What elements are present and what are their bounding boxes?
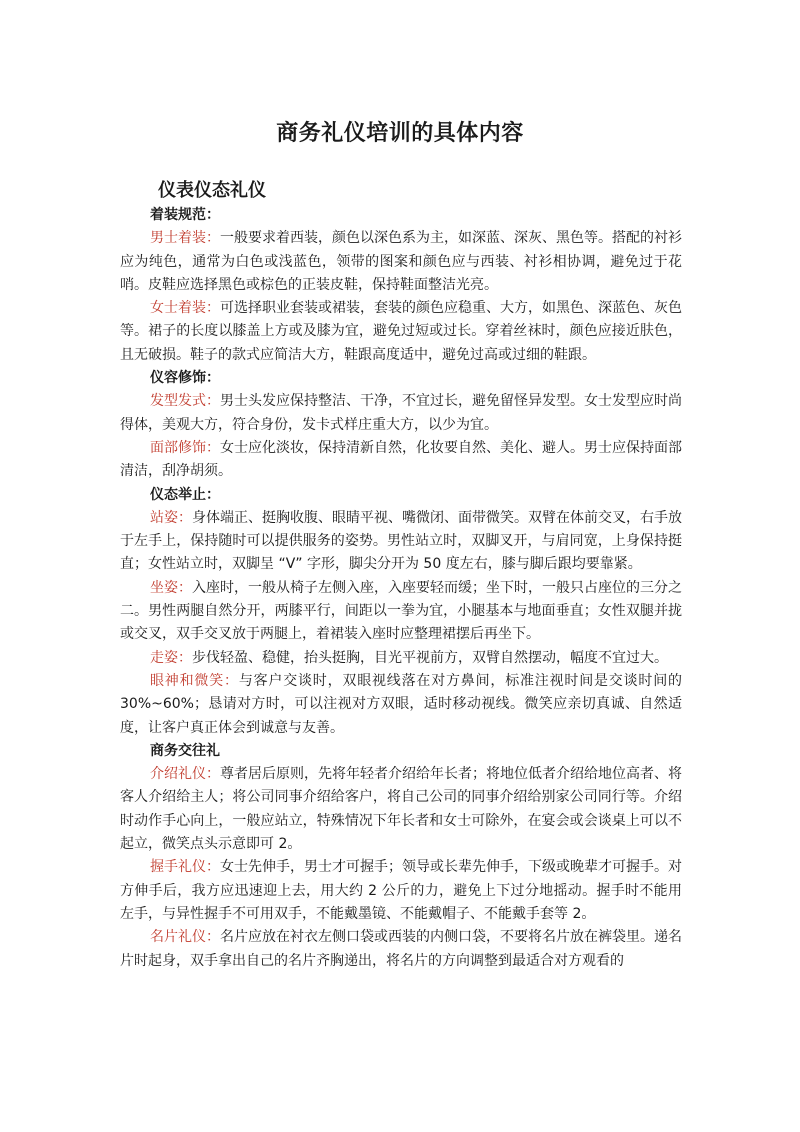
paragraph-walk	[120, 647, 682, 670]
paragraph-stand	[120, 507, 682, 577]
text-hair: 男士头发应保持整洁、干净，不宜过长，避免留怪异发型。女士发型应时尚得体，美观大方，符合身份，发卡式样庄重大方，以少为宜。	[120, 393, 682, 433]
paragraph-men-attire	[120, 227, 682, 297]
label-stand: 站姿：	[150, 509, 192, 526]
text-eye-smile: 与客户交谈时，双眼视线落在对方鼻间，标准注视时间是交谈时间的 30%~60%；恳请对方时，可以注视对方双眼，适时移动视线。微笑应亲切真诚、自然适度，让客户真正体会到诚意与友善。	[120, 672, 683, 736]
text-stand: 身体端正、挺胸收腹、眼睛平视、嘴微闭、面带微笑。双臂在体前交叉，右手放于左手上，保持随时可以提供服务的姿势。男性站立时，双脚叉开，与肩同宽，上身保持挺直；女性站立时，双脚呈 “V” 字形，脚尖分开为 50 度左右，膝与脚后跟均要靠紧。	[120, 509, 682, 573]
label-hair: 发型发式：	[150, 393, 220, 410]
text-introduction: 尊者居后原则，先将年轻者介绍给年长者；将地位低者介绍给地位高者、将客人介绍给主人；将公司同事介绍给客户，将自己公司的同事介绍给别家公司同行等。介绍时动作手心向上，一般应站立，特殊情况下年长者和女士可除外，在宴会或会谈桌上可以不起立，微笑点头示意即可 2。	[120, 766, 682, 853]
label-introduction: 介绍礼仪：	[150, 766, 220, 783]
text-men-attire: 一般要求着西装，颜色以深色系为主，如深蓝、深灰、黑色等。搭配的衬衫应为纯色，通常为白色或浅蓝色，领带的图案和颜色应与西装、衬衫相协调，避免过于花哨。皮鞋应选择黑色或棕色的正装皮鞋，保持鞋面整洁光亮。	[120, 230, 682, 293]
label-eye-smile: 眼神和微笑：	[150, 672, 239, 689]
subheading-posture: 仪态举止：	[150, 486, 220, 503]
paragraph-eye-smile	[120, 670, 682, 740]
label-men-attire: 男士着装：	[150, 230, 220, 247]
subheading-business-interaction: 商务交往礼	[150, 742, 220, 759]
text-walk: 步伐轻盈、稳健，抬头挺胸，目光平视前方，双臂自然摆动，幅度不宜过大。	[192, 649, 668, 666]
text-women-attire: 可选择职业套装或裙装，套装的颜色应稳重、大方，如黑色、深蓝色、灰色等。裙子的长度以膝盖上方或及膝为宜，避免过短或过长。穿着丝袜时，颜色应接近肤色，且无破损。鞋子的款式应简洁大方，鞋跟高度适中，避免过高或过细的鞋跟。	[120, 300, 682, 363]
document-title: 商务礼仪培训的具体内容	[276, 121, 524, 146]
section-heading-appearance: 仪表仪态礼仪	[158, 180, 266, 201]
paragraph-business-card	[120, 926, 682, 973]
paragraph-sit	[120, 577, 682, 647]
text-face: 女士应化淡妆，保持清新自然，化妆要自然、美化、避人。男士应保持面部清洁，刮净胡须。	[120, 439, 682, 480]
paragraph-hair	[120, 390, 682, 437]
paragraph-introduction	[120, 763, 682, 856]
text-business-card: 名片应放在衬衣左侧口袋或西装的内侧口袋，不要将名片放在裤袋里。递名片时起身，双手拿出自己的名片齐胸递出，将名片的方向调整到最适合对方观看的	[120, 929, 682, 969]
paragraph-face	[120, 437, 682, 484]
subheading-attire: 着装规范：	[150, 207, 220, 223]
label-face: 面部修饰：	[150, 439, 220, 456]
label-business-card: 名片礼仪：	[150, 929, 220, 946]
paragraph-women-attire	[120, 297, 682, 367]
label-walk: 走姿：	[150, 649, 192, 666]
label-handshake: 握手礼仪：	[150, 859, 220, 876]
label-women-attire: 女士着装：	[150, 300, 220, 317]
document-body	[120, 204, 682, 973]
text-handshake: 女士先伸手，男士才可握手；领导或长辈先伸手，下级或晚辈才可握手。对方伸手后，我方应迅速迎上去，用大约 2 公斤的力，避免上下过分地摇动。握手时不能用左手，与异性握手不可用双手，不能戴墨镜、不能戴帽子、不能戴手套等 2。	[120, 859, 682, 922]
paragraph-handshake	[120, 856, 682, 926]
subheading-grooming: 仪容修饰：	[150, 370, 220, 387]
label-sit: 坐姿：	[150, 579, 192, 596]
text-sit: 入座时，一般从椅子左侧入座，入座要轻而缓；坐下时，一般只占座位的三分之二。男性两腿自然分开，两膝平行，间距以一拳为宜，小腿基本与地面垂直；女性双腿并拢或交叉，双手交叉放于两腿上，着裙装入座时应整理裙摆后再坐下。	[120, 579, 682, 643]
